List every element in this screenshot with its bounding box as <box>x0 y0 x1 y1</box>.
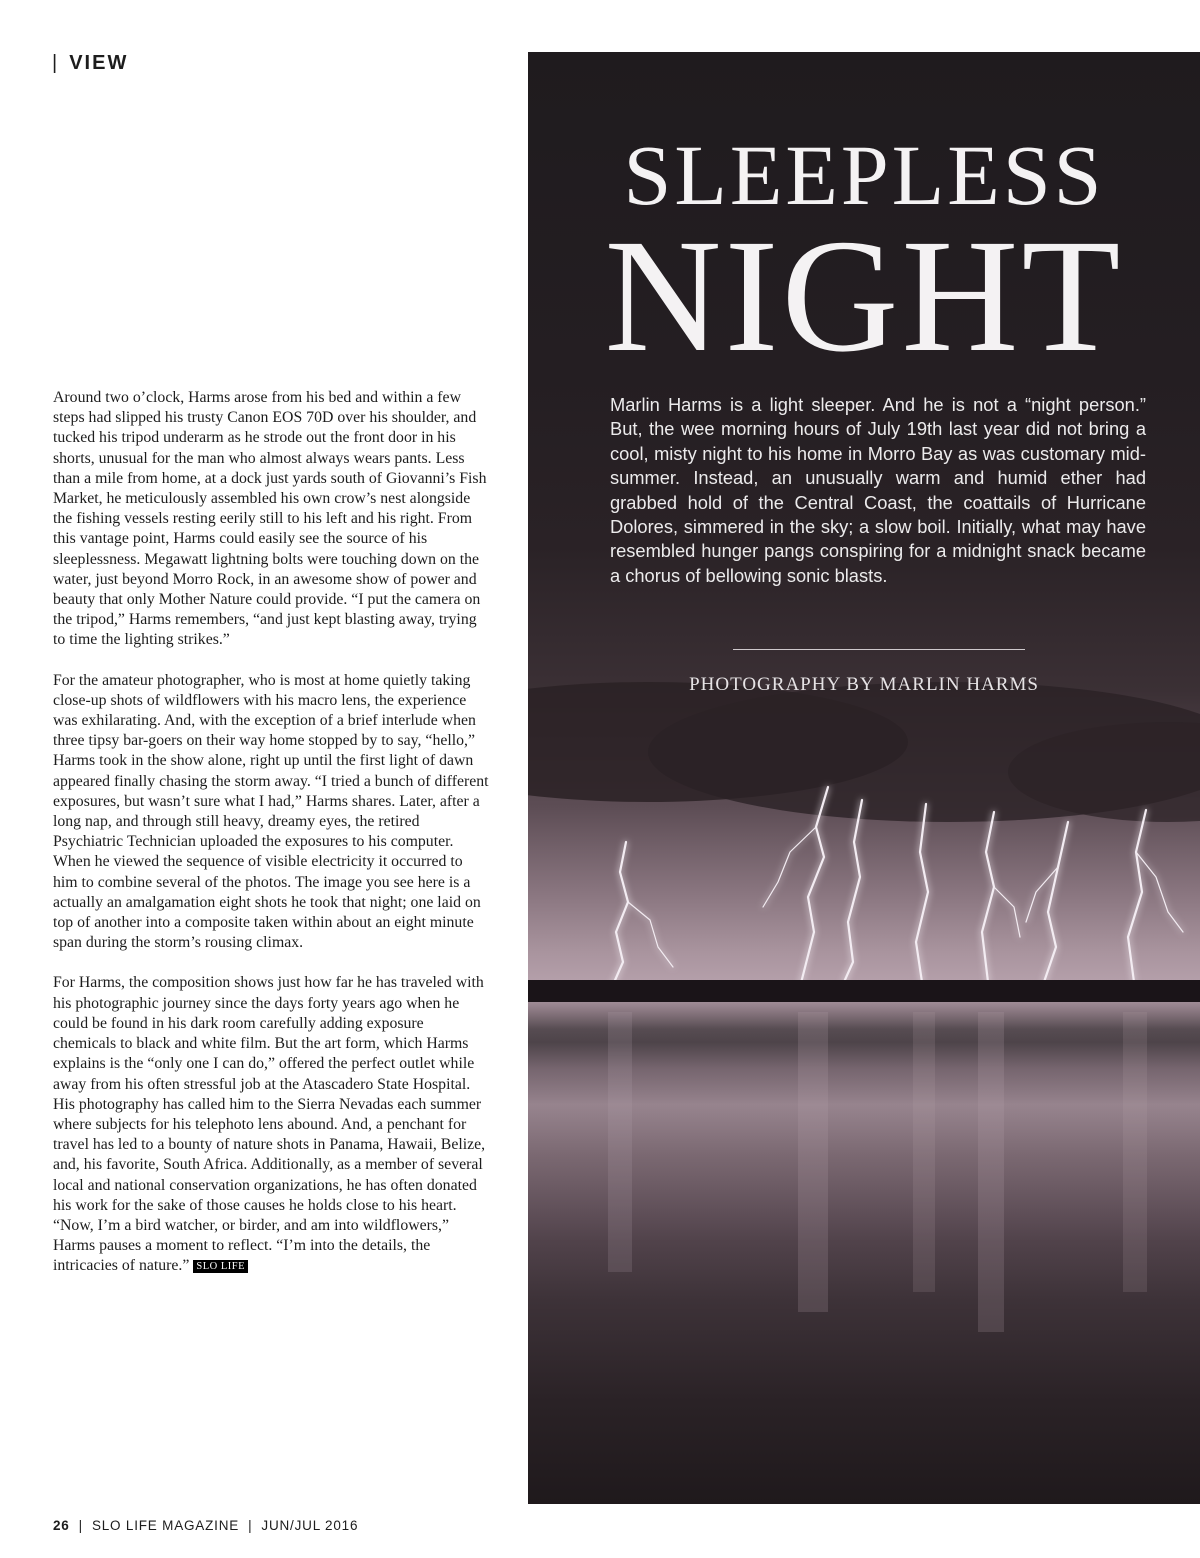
body-paragraph-3-text: For Harms, the composition shows just how far he has traveled with his photographic journey since the days forty years ago when he could be found in his dark room carefully adding exposure chemicals to black and white film. But the art form, which Harms explains is the “only one I can do,” offered the perfect outlet while away from his often stressful job at the Atascadero State Hospital. His photography has called him to the Sierra Nevadas each summer where subjects for his telephoto lens abound. And, a penchant for travel has led to a bounty of nature shots in Panama, Hawaii, Belize, and, his favorite, South Africa. Additionally, as a member of several local and national conservation organizations, he has often donated his work for the sake of those causes he holds close to his heart. “Now, I’m a bird watcher, or birder, and am into wildflowers,” Harms pauses a moment to reflect. “I’m into the details, the intricacies of nature.” <box>53 974 486 1275</box>
lightning-bolt-7 <box>1128 810 1146 982</box>
slo-life-endmark: SLO LIFE <box>193 1260 248 1273</box>
lightning-bolt-3 <box>844 800 862 982</box>
footer-separator-2: | <box>248 1518 253 1533</box>
page-footer <box>53 1518 358 1533</box>
deck-divider <box>733 649 1025 650</box>
headline-line-2: NIGHT <box>604 207 1124 386</box>
section-bar: | <box>52 52 60 74</box>
issue-date: JUN/JUL 2016 <box>261 1518 359 1533</box>
photo-credit: PHOTOGRAPHY BY MARLIN HARMS <box>689 674 1039 695</box>
lightning-bolt-6-branch <box>1026 867 1058 922</box>
lightning-photo <box>528 52 1200 1504</box>
lightning-bolt-5 <box>982 812 994 982</box>
horizon-shoreline <box>528 980 1200 1002</box>
body-paragraph-3 <box>53 973 489 1276</box>
lightning-bolt-4 <box>916 804 928 982</box>
body-paragraph-1: Around two o’clock, Harms arose from his bed and within a few steps had slipped his trusty Canon EOS 70D over his shoulder, and tucked his tripod underarm as he strode out the front door in his shorts, unusual for the man who almost always wears pants. Less than a mile from home, at a dock just yards south of Giovanni’s Fish Market, he meticulously assembled his own crow’s nest alongside the fishing vessels resting eerily still to his left and his right. From this vantage point, Harms could easily see the source of his sleeplessness. Megawatt lightning bolts were touching down on the water, just beyond Morro Rock, in an awesome show of power and beauty that only Mother Nature could provide. “I put the camera on the tripod,” Harms remembers, “and just kept blasting away, trying to time the lighting strikes.” <box>53 389 487 649</box>
lightning-bolt-5-branch <box>994 887 1020 937</box>
footer-separator-1: | <box>78 1518 83 1533</box>
lightning-bolt-2 <box>800 787 828 987</box>
article-deck: Marlin Harms is a light sleeper. And he is not a “night person.” But, the wee morning hours of July 19th last year did not bring a cool, misty night to his home in Morro Bay as was customary mid-summer. Instead, an unusually warm and humid ether had grabbed hold of the Central Coast, the coattails of Hurricane Dolores, simmered in the sky; a slow boil. Initially, what may have resembled hunger pangs conspiring for a midnight snack became a chorus of bellowing sonic blasts. <box>610 394 1146 586</box>
lightning-bolt-1-branch <box>628 902 673 967</box>
article-body <box>53 388 489 1297</box>
body-paragraph-2: For the amateur photographer, who is most at home quietly taking close-up shots of wildflowers with his macro lens, the experience was exhilarating. And, with the exception of a brief interlude when three tipsy bar-goers on their way home stopped by to say, “hello,” Harms took in the show alone, right up until the first light of dawn appeared finally chasing the storm away. “I tried a bunch of different exposures, but wasn’t sure what I had,” Harms shares. Later, after a long nap, and through still heavy, dreamy eyes, the retired Psychiatric Technician uploaded the exposures to his computer. When he viewed the sequence of visible electricity it occurred to him to combine several of the photos. The image you see here is a actually an amalgamation eight shots he took that night; one laid on top of another into a composite taken within about an eight minute span during the storm’s rousing climax. <box>53 671 489 952</box>
headline-line-1: SLEEPLESS <box>623 127 1105 223</box>
lightning-bolt-1 <box>612 842 628 987</box>
section-label: VIEW <box>69 52 129 74</box>
section-tag <box>52 52 128 75</box>
storm-clouds <box>528 682 1200 822</box>
page-number: 26 <box>53 1518 70 1533</box>
magazine-name: SLO LIFE MAGAZINE <box>91 1518 240 1533</box>
lightning-bolt-6 <box>1044 822 1068 982</box>
water-reflections <box>528 1002 1200 1332</box>
